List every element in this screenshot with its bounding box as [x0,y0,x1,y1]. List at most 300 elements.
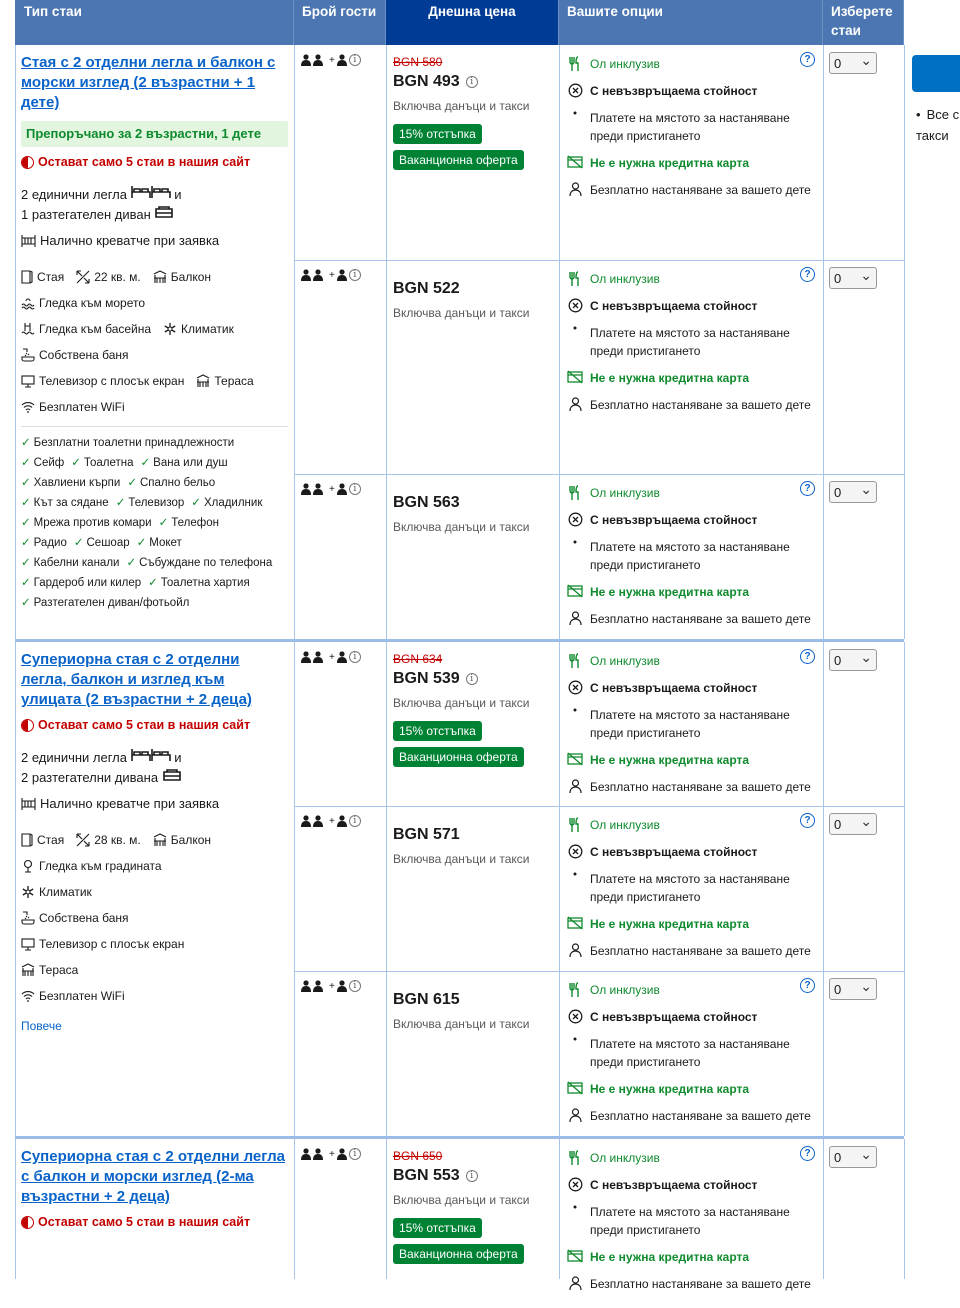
icon-wrap [566,1176,584,1192]
amenity-item [127,473,215,493]
occupancy-plus: + [329,54,335,66]
facility-item [76,264,141,290]
facility-label: Климатик [181,322,234,336]
check-icon: ✓ [21,457,31,469]
amenity-label: Безплатни тоалетни принадлежности [33,437,235,449]
scarcity-icon [21,156,34,169]
occupancy-info-icon[interactable]: i [349,54,361,66]
taxes-note: Включва данъци и такси [393,852,530,866]
vacation-deal-badge: Ваканционна оферта [393,1244,524,1264]
check-icon: ✓ [21,537,31,549]
no-card-required-text: Не е нужна кредитна карта [590,917,750,931]
adult-icon [337,483,347,495]
amenity-item [21,433,234,453]
snowflake-icon [21,885,35,899]
beds-text: 2 единични легла [21,750,127,765]
bath-icon [21,911,35,925]
child-icon [569,1108,582,1122]
cancellation-policy-text: С невъзвръщаема стойност [590,84,758,98]
occupancy [301,483,361,495]
meal-plan [566,1149,816,1167]
price-cell [387,270,559,328]
scarcity-icon [21,1216,34,1229]
conditions-cell [560,646,822,811]
icon-wrap [566,511,584,527]
icon-wrap [566,706,584,713]
meal-plan-text: Ол инклузив [590,1151,660,1165]
payment-policy [566,1203,816,1239]
current-price [393,666,553,692]
chevron-down-icon: ⌄ [860,267,872,283]
taxes-note: Включва данъци и такси [393,99,530,113]
tv-icon [21,375,35,388]
balcony-icon [153,270,167,284]
two-adults-icon [301,269,327,281]
scarcity-text: Остават само 5 стаи в нашия сайт [38,718,251,732]
help-icon[interactable]: ? [800,813,815,828]
facility-item [21,264,64,290]
price-cell [387,1143,559,1270]
facility-item [76,827,141,853]
room-quantity-value: 0 [834,55,842,71]
amenity-label: Вана или душ [153,457,228,469]
amenity-label: Събуждане по телефона [139,557,273,569]
icon-wrap [566,1080,584,1095]
no-card-required-text: Не е нужна кредитна карта [590,1082,750,1096]
room-quantity-select[interactable] [829,978,877,1000]
payment-policy-text: Платете на мястото за настаняване преди пристигането [590,326,790,358]
occupancy-info-icon[interactable]: i [349,980,361,992]
icon-wrap [566,484,584,500]
taxes-note: Включва данъци и такси [393,1017,530,1031]
header-price: Днешна цена [386,0,559,45]
no-card-icon [567,155,583,169]
icon-wrap [566,652,584,668]
amenity-label: Спално бельо [139,477,216,489]
payment-policy-text: Платете на мястото за настаняване преди пристигането [590,708,790,740]
column-divider [823,45,824,639]
amenity-label: Гардероб или килер [33,577,142,589]
adult-icon [337,54,347,66]
child-icon [569,397,582,411]
no-refund-icon [568,512,583,527]
help-icon[interactable]: ? [800,52,815,67]
check-icon: ✓ [21,477,31,489]
snowflake-icon [163,322,177,336]
child-policy [566,942,816,960]
facility-item [21,879,92,905]
current-price [393,69,553,95]
facility-item [153,827,211,853]
meal-plan-text: Ол инклузив [590,983,660,997]
check-icon: ✓ [126,557,137,569]
meal-plan-text: Ол инклузив [590,818,660,832]
current-price [393,1163,553,1189]
room-quantity-select[interactable] [829,649,877,671]
help-icon[interactable]: ? [800,1146,815,1161]
header-guests: Брой гости [294,0,386,45]
room-quantity-select[interactable] [829,481,877,503]
meal-plan [566,981,816,999]
pool-view-icon [21,322,35,336]
icon-wrap [566,154,584,169]
chevron-down-icon: ⌄ [860,52,872,68]
meal-plan-text: Ол инклузив [590,654,660,668]
cancellation-policy [566,297,816,315]
room-title-link[interactable]: Стая с 2 отделни легла и балкон с морски изглед (2 възрастни + 1 дете) [21,54,276,111]
icon-wrap [566,324,584,331]
icon-wrap [566,1008,584,1024]
amenity-label: Телевизор [128,497,185,509]
two-adults-icon [301,54,327,66]
crib-text: Налично креватче при заявка [40,796,220,811]
occupancy-info-icon[interactable]: i [349,483,361,495]
icon-wrap [566,915,584,930]
price-value: BGN 553 [393,1167,460,1184]
amenity-label: Тоалетна хартия [160,577,250,589]
price-value: BGN 563 [393,494,460,511]
price-cell [387,646,559,773]
conditions-cell [560,49,822,214]
meal-plan [566,816,816,834]
no-refund-icon [568,83,583,98]
bullet-dot-icon [572,707,578,713]
cancellation-policy [566,679,816,697]
amenity-label: Кабелни канали [33,557,120,569]
no-card-required [566,1080,816,1098]
occupancy-info-icon[interactable]: i [349,1148,361,1160]
occupancy [301,651,361,663]
occupancy-plus: + [329,483,335,495]
occupancy-plus: + [329,651,335,663]
check-icon: ✓ [21,597,31,609]
meal-plan [566,270,816,288]
two-adults-icon [301,483,327,495]
child-icon [569,779,582,793]
occupancy [301,815,361,827]
amenity-item [21,473,120,493]
wifi-icon [21,990,35,1002]
amenity-label: Кът за сядане [33,497,109,509]
icon-wrap [566,610,584,625]
room-quantity-select[interactable] [829,1146,877,1168]
occupancy-info-icon[interactable]: i [349,815,361,827]
icon-wrap [566,1275,584,1290]
amenity-item [21,553,119,573]
amenity-item [116,493,185,513]
adult-icon [337,651,347,663]
meal-plan [566,484,816,502]
room-quantity-select[interactable] [829,52,877,74]
scarcity-text: Остават само 5 стаи в нашия сайт [38,155,251,169]
occupancy [301,980,361,992]
cutlery-icon [568,271,582,286]
payment-policy [566,870,816,906]
check-icon: ✓ [21,577,31,589]
price-info-icon[interactable]: i [466,673,478,685]
taxes-note: Включва данъци и такси [393,306,530,320]
no-card-required-text: Не е нужна кредитна карта [590,585,750,599]
no-card-required [566,583,816,601]
amenity-label: Хавлиени кърпи [33,477,121,489]
icon-wrap [566,1035,584,1042]
no-card-required-text: Не е нужна кредитна карта [590,1250,750,1264]
conditions-cell [560,975,822,1140]
check-icon: ✓ [136,537,147,549]
cancellation-policy [566,1008,816,1026]
price-value: BGN 571 [393,826,460,843]
header-spacer [904,0,960,45]
table-header [0,0,960,45]
occupancy-info-icon[interactable]: i [349,651,361,663]
adult-icon [337,269,347,281]
icon-wrap [566,396,584,411]
facility-label: Собствена баня [39,348,129,362]
wifi-icon [21,401,35,413]
cancellation-policy [566,1176,816,1194]
child-icon [569,182,582,196]
no-card-required [566,154,816,172]
price-value: BGN 493 [393,73,460,90]
icon-wrap [566,870,584,877]
price-cell [387,981,559,1039]
price-value: BGN 539 [393,670,460,687]
beds-line [21,768,288,788]
no-card-required-text: Не е нужна кредитна карта [590,156,750,170]
cancellation-policy-text: С невъзвръщаема стойност [590,845,758,859]
two-adults-icon [301,980,327,992]
bullet-dot-icon [572,1204,578,1210]
beds-text: 2 разтегателни дивана [21,770,159,785]
price-cell [387,816,559,874]
child-policy [566,1275,816,1293]
payment-policy-text: Платете на мястото за настаняване преди пристигането [590,111,790,143]
cancellation-policy-text: С невъзвръщаема стойност [590,513,758,527]
amenity-item [126,553,272,573]
room-quantity-select[interactable] [829,813,877,835]
child-policy-text: Безплатно настаняване за вашето дете [590,1109,811,1123]
facility-label: Климатик [39,885,92,899]
child-policy-text: Безплатно настаняване за вашето дете [590,1277,811,1291]
recommended-badge: Препоръчано за 2 възрастни, 1 дете [21,121,288,147]
conditions-cell [560,1143,822,1308]
bed-icon [151,748,171,762]
amenity-item [159,513,219,533]
payment-policy [566,324,816,360]
meal-plan-text: Ол инклузив [590,486,660,500]
crib-availability [21,233,288,248]
facility-label: Гледка към градината [39,859,162,873]
cutlery-icon [568,653,582,668]
child-policy-text: Безплатно настаняване за вашето дете [590,398,811,412]
no-card-icon [567,370,583,384]
cancellation-policy [566,511,816,529]
scarcity-text: Остават само 5 стаи в нашия сайт [38,1215,251,1229]
chevron-down-icon: ⌄ [860,1146,872,1162]
conditions-cell [560,478,822,643]
room-quantity-select[interactable] [829,267,877,289]
child-policy-text: Безплатно настаняване за вашето дете [590,612,811,626]
bullet-dot-icon [572,871,578,877]
amenity-item [21,593,189,613]
payment-policy [566,1035,816,1071]
icon-wrap [566,82,584,98]
payment-policy-text: Платете на мястото за настаняване преди пристигането [590,1205,790,1237]
cancellation-policy [566,843,816,861]
no-card-icon [567,916,583,930]
help-icon[interactable]: ? [800,649,815,664]
icon-wrap [566,538,584,545]
child-policy [566,1107,816,1125]
child-policy [566,610,816,628]
icon-wrap [566,679,584,695]
room-group [0,45,960,639]
bed-icon [151,185,171,199]
check-icon: ✓ [158,517,169,529]
room-title-link[interactable]: Супериорна стая с 2 отделни легла с балкон и морски изглед (2-ма възрастни + 2 деца) [21,1148,286,1205]
no-card-icon [567,752,583,766]
facility-item [21,983,125,1009]
discount-badge: 15% отстъпка [393,721,482,741]
icon-wrap [566,751,584,766]
help-icon[interactable]: ? [800,481,815,496]
check-icon: ✓ [148,577,158,589]
cancellation-policy [566,82,816,100]
amenity-label: Мрежа против комари [33,517,152,529]
facility-item [21,368,184,394]
facility-item [153,264,211,290]
taxes-note: Включва данъци и такси [393,696,530,710]
column-divider [294,642,295,1136]
amenity-item [148,573,250,593]
sofa-icon [162,768,182,782]
current-price [393,822,553,848]
cutlery-icon [568,1150,582,1165]
chevron-down-icon: ⌄ [860,978,872,994]
facility-label: Гледка към морето [39,296,146,310]
taxes-note: Включва данъци и такси [393,1193,530,1207]
row-divider [294,474,904,475]
amenity-item [191,493,262,513]
icon-wrap [566,778,584,793]
amenity-item [21,533,67,553]
old-price: BGN 580 [393,55,443,69]
facility-label: Телевизор с плосък екран [39,937,185,951]
facility-item [163,316,234,342]
price-value: BGN 615 [393,991,460,1008]
icon-wrap [566,583,584,598]
beds-and: и [174,187,182,202]
occupancy-info-icon[interactable]: i [349,269,361,281]
occupancy-plus: + [329,980,335,992]
column-divider [904,1139,905,1279]
scarcity-icon [21,719,34,732]
help-icon[interactable]: ? [800,978,815,993]
two-adults-icon [301,1148,327,1160]
facility-label: Балкон [170,833,212,847]
meal-plan-text: Ол инклузив [590,57,660,71]
icon-wrap [566,369,584,384]
icon-wrap [566,981,584,997]
scarcity-warning [21,155,288,169]
icon-wrap [566,109,584,116]
check-icon: ✓ [71,457,81,469]
amenity-label: Телефон [171,517,219,529]
amenity-item [21,453,64,473]
child-policy-text: Безплатно настаняване за вашето дете [590,183,811,197]
no-card-icon [567,1249,583,1263]
column-divider [904,642,905,1136]
icon-wrap [566,297,584,313]
occupancy-plus: + [329,815,335,827]
crib-text: Налично креватче при заявка [40,233,220,248]
old-price: BGN 650 [393,1149,443,1163]
header-select: Изберете стаи [823,0,904,45]
check-icon: ✓ [127,477,137,489]
facility-label: Стая [37,270,65,284]
cancellation-policy-text: С невъзвръщаема стойност [590,1178,758,1192]
sofa-icon [154,205,174,219]
amenity-label: Разтегателен диван/фотьойл [33,597,190,609]
room-title-link[interactable]: Супериорна стая с 2 отделни легла, балкон и изглед към улицата (2 възрастни + 2 деца) [21,651,252,708]
price-cell [387,484,559,542]
price-info-icon[interactable]: i [466,76,478,88]
payment-policy-text: Платете на мястото за настаняване преди пристигането [590,540,790,572]
column-divider [823,642,824,1136]
room-info [15,642,294,1136]
adult-icon [337,815,347,827]
facility-item [21,931,184,957]
side-note: • Все с такси [916,107,960,143]
no-refund-icon [568,680,583,695]
cancellation-policy-text: С невъзвръщаема стойност [590,299,758,313]
conditions-cell [560,810,822,975]
child-policy [566,778,816,796]
bullet-dot-icon [572,539,578,545]
meal-plan [566,652,816,670]
column-divider [904,45,905,639]
no-refund-icon [568,1177,583,1192]
child-policy-text: Безплатно настаняване за вашето дете [590,944,811,958]
child-icon [569,611,582,625]
column-divider [294,45,295,639]
discount-badge: 15% отстъпка [393,1218,482,1238]
vacation-deal-badge: Ваканционна оферта [393,747,524,767]
facility-item [21,957,78,983]
header-options: Вашите опции [559,0,823,45]
terrace-icon [21,963,35,977]
amenity-label: Тоалетна [83,457,134,469]
amenity-label: Сейф [33,457,65,469]
price-info-icon[interactable]: i [466,1170,478,1182]
facility-label: Собствена баня [39,911,129,925]
amenity-label: Хладилник [203,497,263,509]
cutlery-icon [568,56,582,71]
facility-label: Безплатен WiFi [39,400,125,414]
more-link[interactable]: Повече [21,1019,62,1033]
icon-wrap [566,1149,584,1165]
no-card-required [566,751,816,769]
chevron-down-icon: ⌄ [860,649,872,665]
two-adults-icon [301,815,327,827]
header-room-type: Тип стаи [15,0,294,45]
help-icon[interactable]: ? [800,267,815,282]
icon-wrap [566,1203,584,1210]
no-card-required [566,369,816,387]
bullet-dot-icon [572,110,578,116]
payment-policy-text: Платете на мястото за настаняване преди пристигането [590,1037,790,1069]
beds-line [21,748,288,768]
